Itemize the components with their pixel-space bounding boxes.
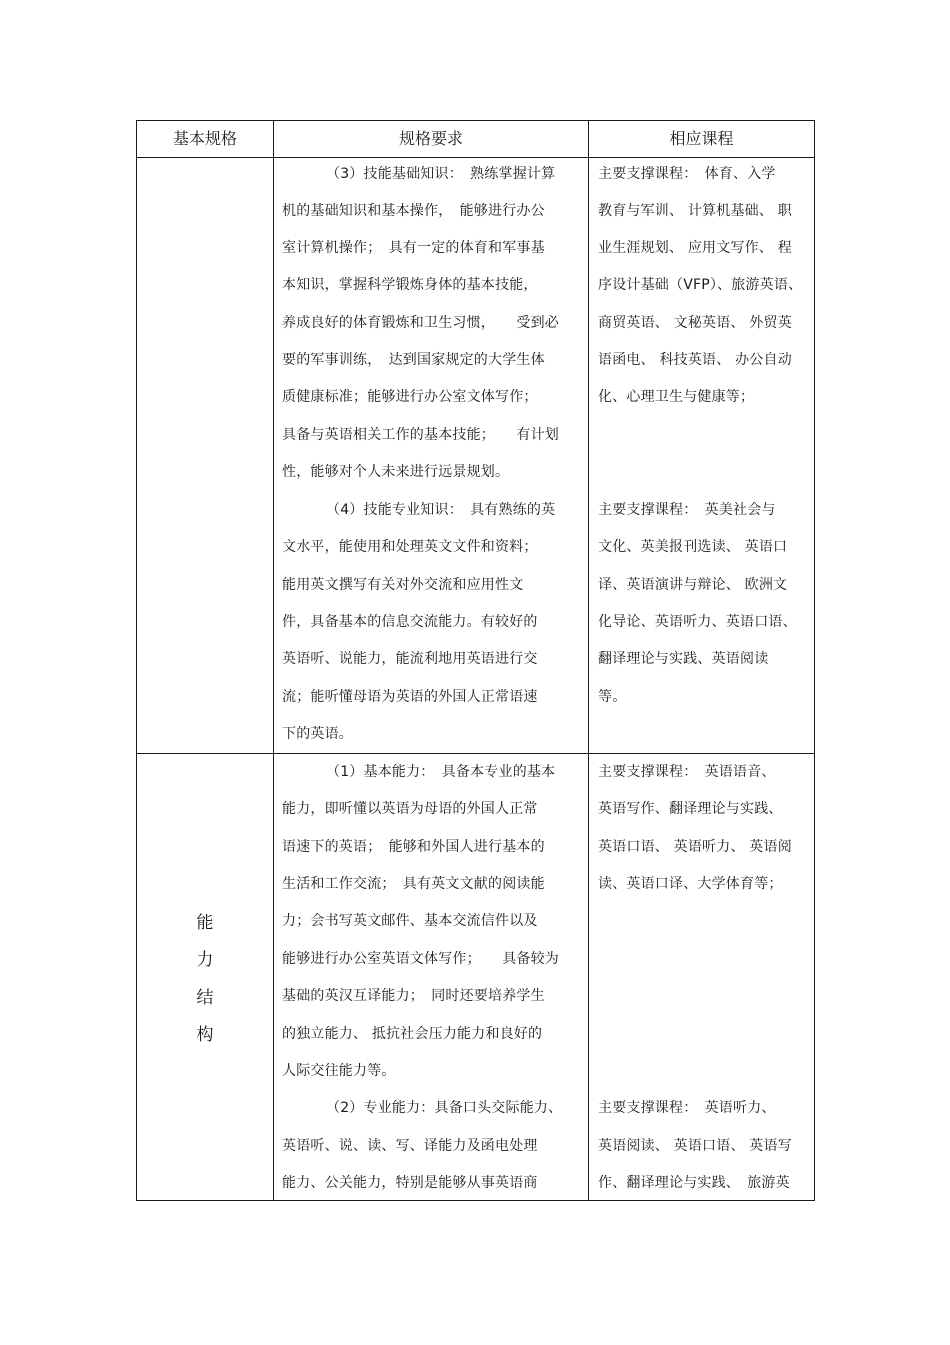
- course-line: 英语写作、翻译理论与实践、: [598, 801, 783, 817]
- requirement-line: （2）专业能力：具备口头交际能力、: [326, 1100, 563, 1116]
- spec-char: 能: [196, 913, 214, 933]
- course-line: 主要支撑课程： 英美社会与: [598, 502, 776, 518]
- spec-char: 结: [196, 988, 214, 1008]
- requirement-line: 的独立能力、 抵抗社会压力能力和良好的: [282, 1026, 543, 1042]
- course-line: 语函电、 科技英语、 办公自动: [598, 352, 792, 368]
- requirement-line: 能够进行办公室英语文体写作； 具备较为: [282, 951, 559, 967]
- course-line: 读、英语口译、大学体育等；: [598, 876, 783, 892]
- table-border-right: [814, 120, 815, 1201]
- course-line: 作、翻译理论与实践、 旅游英: [598, 1175, 790, 1191]
- requirement-line: 能用英文撰写有关对外交流和应用性文: [282, 577, 524, 593]
- course-line: 译、英语演讲与辩论、 欧洲文: [598, 577, 788, 593]
- header-spec-requirements: 规格要求: [398, 129, 463, 148]
- course-line: 主要支撑课程： 体育、入学: [598, 166, 776, 182]
- spec-char: 构: [196, 1025, 214, 1045]
- requirement-line: 能力，即听懂以英语为母语的外国人正常: [282, 801, 538, 817]
- requirement-line: 具备与英语相关工作的基本技能； 有计划: [282, 427, 559, 443]
- requirement-line: 质健康标准；能够进行办公室文体写作；: [282, 389, 538, 405]
- course-line: 商贸英语、 文秘英语、 外贸英: [598, 315, 792, 331]
- requirement-line: 本知识，掌握科学锻炼身体的基本技能，: [282, 277, 538, 293]
- requirement-line: 英语听、说、读、写、译能力及函电处理: [282, 1138, 538, 1154]
- requirement-line: 养成良好的体育锻炼和卫生习惯， 受到必: [282, 315, 559, 331]
- table-row-divider: [136, 753, 815, 754]
- requirement-line: 下的英语。: [282, 726, 353, 742]
- table-header-divider: [136, 157, 815, 158]
- requirement-line: 基础的英汉互译能力； 同时还要培养学生: [282, 988, 545, 1004]
- course-line: 文化、英美报刊选读、 英语口: [598, 539, 788, 555]
- requirement-line: （1）基本能力： 具备本专业的基本: [326, 764, 556, 780]
- requirement-line: 机的基础知识和基本操作， 能够进行办公: [282, 203, 545, 219]
- requirement-line: 能力、公关能力，特别是能够从事英语商: [282, 1175, 538, 1191]
- header-related-courses: 相应课程: [669, 129, 734, 148]
- course-line: 主要支撑课程： 英语语音、: [598, 764, 776, 780]
- requirement-line: 性，能够对个人未来进行远景规划。: [282, 464, 510, 480]
- course-line: 化、心理卫生与健康等；: [598, 389, 755, 405]
- requirement-line: 力；会书写英文邮件、基本交流信件以及: [282, 913, 538, 929]
- requirement-line: 语速下的英语； 能够和外国人进行基本的: [282, 839, 545, 855]
- course-line: 教育与军训、 计算机基础、 职: [598, 203, 792, 219]
- course-line: 翻译理论与实践、英语阅读: [598, 651, 769, 667]
- requirement-line: （3）技能基础知识： 熟练掌握计算: [326, 166, 556, 182]
- course-line: 英语口语、 英语听力、 英语阅: [598, 839, 792, 855]
- spec-char: 力: [196, 950, 214, 970]
- requirement-line: 室计算机操作； 具有一定的体育和军事基: [282, 240, 545, 256]
- course-line: 英语阅读、 英语口语、 英语写: [598, 1138, 792, 1154]
- course-line: 等。: [598, 689, 627, 705]
- course-line: 化导论、英语听力、英语口语、: [598, 614, 797, 630]
- course-line: 主要支撑课程： 英语听力、: [598, 1100, 776, 1116]
- course-line: 业生涯规划、 应用文写作、 程: [598, 240, 792, 256]
- requirement-line: 人际交往能力等。: [282, 1063, 396, 1079]
- table-border-col2: [588, 120, 589, 1201]
- requirement-line: 生活和工作交流； 具有英文文献的阅读能: [282, 876, 545, 892]
- requirement-line: （4）技能专业知识： 具有熟练的英: [326, 502, 556, 518]
- requirement-line: 件，具备基本的信息交流能力。有较好的: [282, 614, 538, 630]
- table-border-col1: [273, 120, 274, 1201]
- requirement-line: 英语听、说能力，能流利地用英语进行交: [282, 651, 538, 667]
- header-basic-spec: 基本规格: [172, 129, 237, 148]
- requirement-line: 要的军事训练， 达到国家规定的大学生体: [282, 352, 545, 368]
- requirement-line: 文水平，能使用和处理英文文件和资料；: [282, 539, 538, 555]
- table-border-bottom: [136, 1200, 815, 1201]
- requirement-line: 流；能听懂母语为英语的外国人正常语速: [282, 689, 538, 705]
- course-line: 序设计基础（VFP）、旅游英语、: [598, 277, 803, 293]
